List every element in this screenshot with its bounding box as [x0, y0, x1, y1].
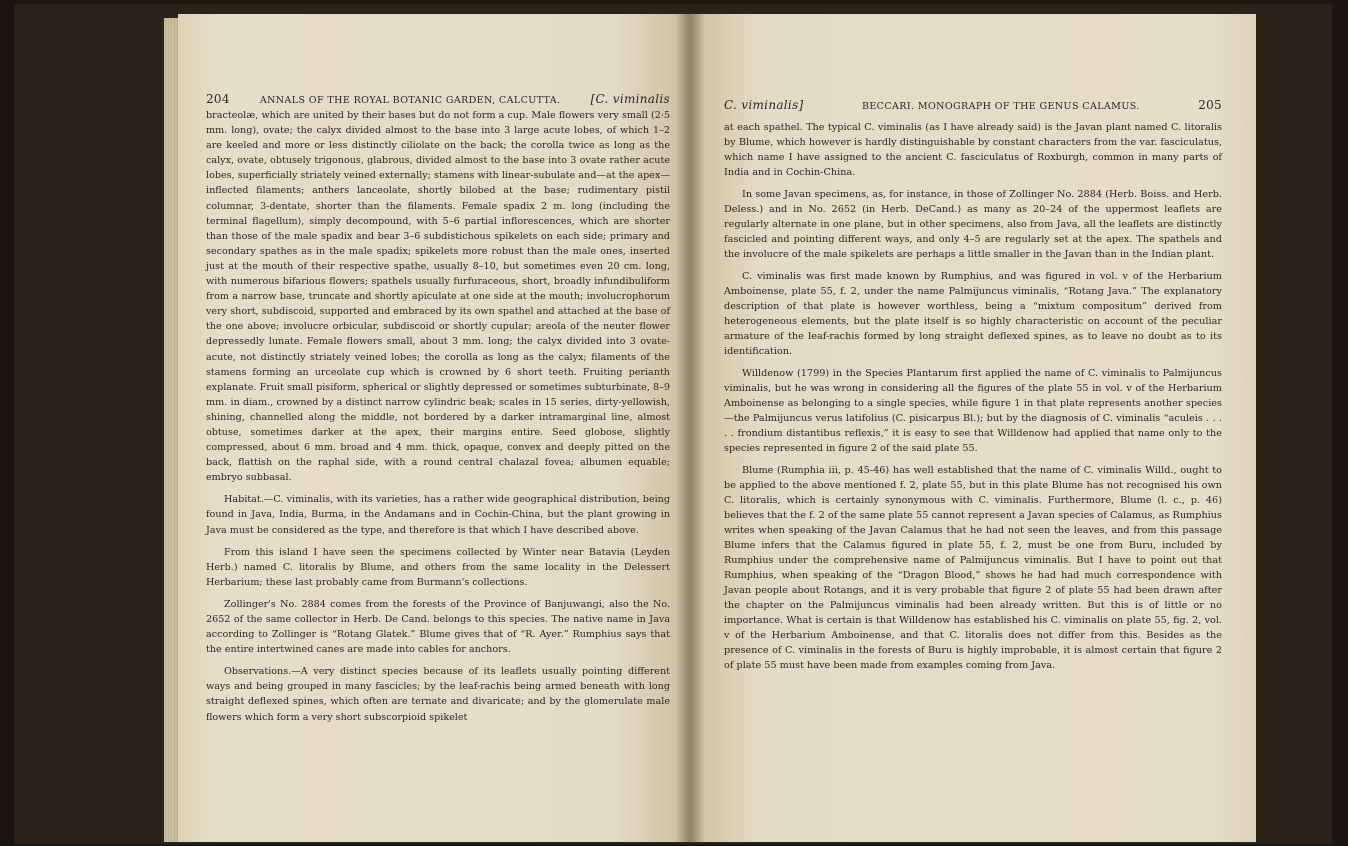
left-page-number: 204 [206, 92, 230, 106]
book-spread [14, 4, 1332, 844]
right-running-title: BECCARI. MONOGRAPH OF THE GENUS CALAMUS. [861, 101, 1140, 112]
left-running-species: [C. viminalis [590, 92, 670, 106]
paragraph: Willdenow (1799) in the Species Plantarum first applied the name of C. viminalis to Palmijuncus viminalis, but he was wrong in considering all the figures of the plate 55 in vol. v of the Herbarium Amboinense as belonging to a single species, while figure 1 in that plate represents another species—the Palmijuncus verus latifolius (C. pisicarpus Bl.); but by the diagnosis of C. viminalis “aculeis . . . . . frondium distantibus reflexis,” it is easy to see that Willdenow had applied that name only to the species represented in figure 2 of the said plate 55. [724, 368, 1222, 454]
right-body-text [724, 120, 1222, 673]
left-page [178, 14, 690, 842]
page-edges [164, 18, 178, 842]
right-page [690, 14, 1256, 842]
right-running-species: C. viminalis] [724, 98, 804, 112]
paragraph: Observations.—A very distinct species because of its leaflets usually pointing different ways and being grouped in many fascicles; by the leaf-rachis being armed beneath with long straight deflexed spines, which often are ternate and divaricate; and by the glomerulate male flowers which form a very short subscorpioid spikelet [206, 666, 670, 723]
right-page-number: 205 [1198, 98, 1222, 112]
paragraph: bracteolæ, which are united by their bases but do not form a cup. Male flowers very small (2·5 mm. long), ovate; the calyx divided almost to the base into 3 large acute lobes, of which 1–2 are keeled and more or less distinctly ciliolate on the back; the corolla twice as long as the calyx, ovate, obtusely trigonous, glabrous, divided almost to the base into 3 ovate rather acute lobes, superficially striately veined externally; stamens with linear-subulate and—at the apex—inflected filaments; anthers lanceolate, shortly bilobed at the base; rudimentary pistil columnar, 3-dentate, shorter than the filaments. Female spadix 2 m. long (including the terminal flagellum), simply decompound, with 5–6 partial inflorescences, which are shorter than those of the male spadix and bear 3–6 subdistichous spikelets on each side; primary and secondary spathes as in the male spadix; spikelets more robust than the male ones, inserted just at the mouth of their respective spathe, usually 8–10, but sometimes even 20 cm. long, with numerous bifarious flowers; spathels usually furfuraceous, short, broadly infundibuliform from a narrow base, truncate and shortly apiculate at one side at the mouth; involucrophorum very short, subdiscoid, supported and embraced by its own spathel and attached at the base of the one above; involucre orbicular, subdiscoid or shortly cupular; areola of the neuter flower depressedly lunate. Female flowers small, about 3 mm. long; the calyx divided into 3 ovate-acute, not distinctly striately veined lobes; the corolla as long as the calyx; filaments of the stamens forming an urceolate cup which is crowned by 6 short teeth. Fruiting perianth explanate. Fruit small pisiform, spherical or slightly depressed or sometimes subturbinate, 8–9 mm. in diam., crowned by a distinct narrow cylindric beak; scales in 15 series, dirty-yellowish, shining, channelled along the middle, not bordered by a darker intramarginal line, almost obtuse, sometimes darker at the apex, their margins entire. Seed globose, slightly compressed, about 6 mm. broad and 4 mm. thick, opaque, convex and deeply pitted on the back, flattish on the raphal side, with a round central chalazal fovea; albumen equable; embryo subbasal. [206, 110, 670, 484]
paragraph: In some Javan specimens, as, for instance, in those of Zollinger No. 2884 (Herb. Boiss. and Herb. Deless.) and in No. 2652 (in Herb. DeCand.) as many as 20–24 of the uppermost leaflets are regularly alternate in one plane, but in other specimens, also from Java, all the leaflets are distinctly fascicled and pointing different ways, and only 4–5 are regularly set at the apex. The spathels and the involucre of the male spikelets are perhaps a little smaller in the Javan than in the Indian plant. [724, 189, 1222, 260]
paragraph: C. viminalis was first made known by Rumphius, and was figured in vol. v of the Herbarium Amboinense, plate 55, f. 2, under the name Palmijuncus viminalis, “Rotang Java.” The explanatory description of that plate is however worthless, being a “mixtum compositum” derived from heterogeneous elements, but the plate itself is so highly characteristic on account of the peculiar armature of the leaf-rachis formed by long straight deflexed spines, as to leave no doubt as to its identification. [724, 271, 1222, 357]
paragraph: Habitat.—C. viminalis, with its varieties, has a rather wide geographical distribution, being found in Java, India, Burma, in the Andamans and in Cochin-China, but the plant growing in Java must be considered as the type, and therefore is that which I have described above. [206, 494, 670, 536]
book-left-edge [14, 4, 184, 844]
left-running-head [178, 92, 690, 106]
paragraph: From this island I have seen the specimens collected by Winter near Batavia (Leyden Herb.) named C. litoralis by Blume, and others from the same locality in the Delessert Herbarium; these last probably came from Burmann's collections. [206, 546, 670, 588]
left-running-title: ANNALS OF THE ROYAL BOTANIC GARDEN, CALCUTTA. [259, 95, 561, 106]
left-body-text [206, 108, 670, 725]
right-running-head [690, 98, 1256, 112]
paragraph: Blume (Rumphia iii, p. 45-46) has well established that the name of C. viminalis Willd., ought to be applied to the above mentioned f. 2, plate 55, but in this plate Blume has not recognised his own C. litoralis, which is certainly synonymous with C. viminalis. Furthermore, Blume (l. c., p. 46) believes that the f. 2 of the same plate 55 cannot represent a Javan species of Calamus, as Rumphius writes when speaking of the Javan Calamus that he had not seen the leaves, and from this passage Blume infers that the Calamus figured in plate 55, f. 2, must be one from Buru, included by Rumphius under the comprehensive name of Palmijuncus viminalis. But I have to point out that Rumphius, when speaking of the “Dragon Blood,” shows he had had much correspondence with Javan people about Rotangs, and it is very probable that figure 2 of plate 55 had been drawn after the chapter on the Palmijuncus viminalis had been already written. But this is of little or no importance. What is certain is that Willdenow has established his C. viminalis on plate 55, fig. 2, vol. v of the Herbarium Amboinense, and that C. litoralis does not differ from this. Besides as the presence of C. viminalis in the forests of Buru is highly improbable, it is almost certain that figure 2 of plate 55 must have been made from examples coming from Java. [724, 465, 1222, 671]
paragraph: Zollinger's No. 2884 comes from the forests of the Province of Banjuwangi, also the No. 2652 of the same collector in Herb. De Cand. belongs to this species. The native name in Java according to Zollinger is “Rotang Glatek.” Blume gives that of “R. Ayer.” Rumphius says that the entire intertwined canes are made into cables for anchors. [206, 598, 670, 656]
paragraph: at each spathel. The typical C. viminalis (as I have already said) is the Javan plant named C. litoralis by Blume, which however is hardly distinguishable by constant characters from the var. fasciculatus, which name I have assigned to the ancient C. fasciculatus of Roxburgh, common in many parts of India and in Cochin-China. [724, 122, 1222, 178]
